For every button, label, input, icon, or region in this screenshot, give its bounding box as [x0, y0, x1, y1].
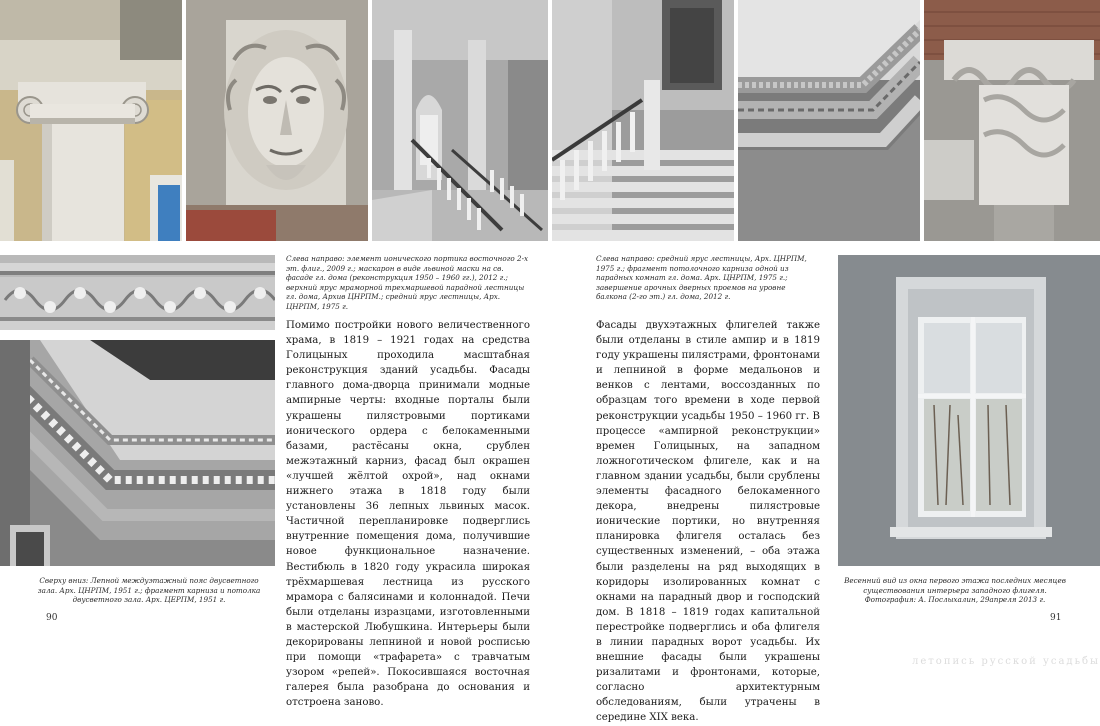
arched-doorway-capital-photo [924, 0, 1100, 241]
frieze-photo [0, 255, 275, 330]
page-number-right: 91 [1050, 613, 1062, 623]
staircase-middle-photo [552, 0, 734, 241]
window-photo [838, 255, 1100, 566]
page-number-left: 90 [46, 613, 58, 623]
ceiling-cornice-photo [738, 0, 920, 241]
bottom-photos-caption: Сверху вниз: Лепной междуэтажный пояс двусветного зала. Арх. ЦНРПМ, 1951 г.; фрагмент карниза и потолка двусветного зала. Арх. ЦЕРПМ, 1951 г. [37, 576, 261, 605]
top-photos-caption: Слева направо: элемент ионического портика восточного 2-х эт. флиг., 2009 г.; маскарон в виде львиной маски на св. фасаде гл. дома (реконструкция 1950 – 1960 гг.), 2012 г.; верхний ярус мраморной трехмаршевой парадной лестницы гл. дома, Архив ЦНРПМ.; средний ярус лестницы, Арх. ЦНРПМ, 1975 г. [286, 254, 529, 311]
marble-staircase-photo [372, 0, 548, 241]
publication-watermark: летопись русской усадьбы [912, 656, 1100, 667]
lion-mask-photo [186, 0, 368, 241]
hall-cornice-photo [0, 340, 275, 566]
left-body-text: Помимо постройки нового величественного храма, в 1819 – 1921 годах на средства Голицыных проходила масштабная реконструкция зданий усадьбы. Фасады главного дома-дворца принимали модные ампирные черты: входные порталы были украшены пилястровыми портиками ионического ордера с белокаменными базами, растёсаны окна, срублен межэтажный карниз, фасад был окрашен «лучшей жёлтой охрой», над окнами нижнего этажа в 1818 году были установлены 36 лепных львиных масок. Частичной перепланировке подверглись внутренние помещения дома, получившие новое функциональное назначение. Вестибюль в 1820 году украсила широкая трёхмаршевая лестница из русского мрамора с балясинами и колоннадой. Печи были отделаны изразцами, изготовленными в мастерской Любушкина. Интерьеры были декорированы лепниной и новой росписью при помощи «трафарета» с травчатым узором «репей». Покосившаяся восточная галерея была разобрана до основания и отстроена заново. [286, 320, 530, 709]
window-photo-caption: Весенний вид из окна первого этажа последних месяцев существования интерьера западного флигеля. Фотография: А. Послыхалин, 29апреля 2013 г. [844, 576, 1066, 605]
top-photos-caption-right: Слева направо: средний ярус лестницы, Арх. ЦНРПМ, 1975 г.; фрагмент потолочного карниза одной из парадных комнат гл. дома. Арх. ЦНРПМ, 1975 г.; завершение арочных дверных проемов на уровне балкона (2-го эт.) гл. дома, 2012 г. [596, 254, 807, 302]
ionic-capital-photo [0, 0, 182, 241]
right-body-text: Фасады двухэтажных флигелей также были отделаны в стиле ампир и в 1819 году украшены пилястрами, фронтонами и лепниной в форме медальонов и венков с лентами, воссозданных по образцам того времени в ходе первой реконструкции усадьбы 1950 – 1960 гг. В процессе «ампирной реконструкции» времен Голицыных, на западном ложноготическом флигеле, как и на главном здании усадьбы, были срублены элементы фасадного белокаменного декора, внедрены пилястровые ионические портики, но внутренняя планировка флигеля осталась без существенных изменений, – оба этажа были разделены на ряд выходящих в коридоры изолированных комнат с окнами на парадный двор и господский дом. В 1818 – 1819 годах капитальной перестройке подверглись и оба флигеля в линии парадных ворот усадьбы. Их внешние фасады были украшены ризалитами и фронтонами, которые, согласно архитектурным обследованиям, были утрачены в середине XIX века. [596, 320, 820, 724]
